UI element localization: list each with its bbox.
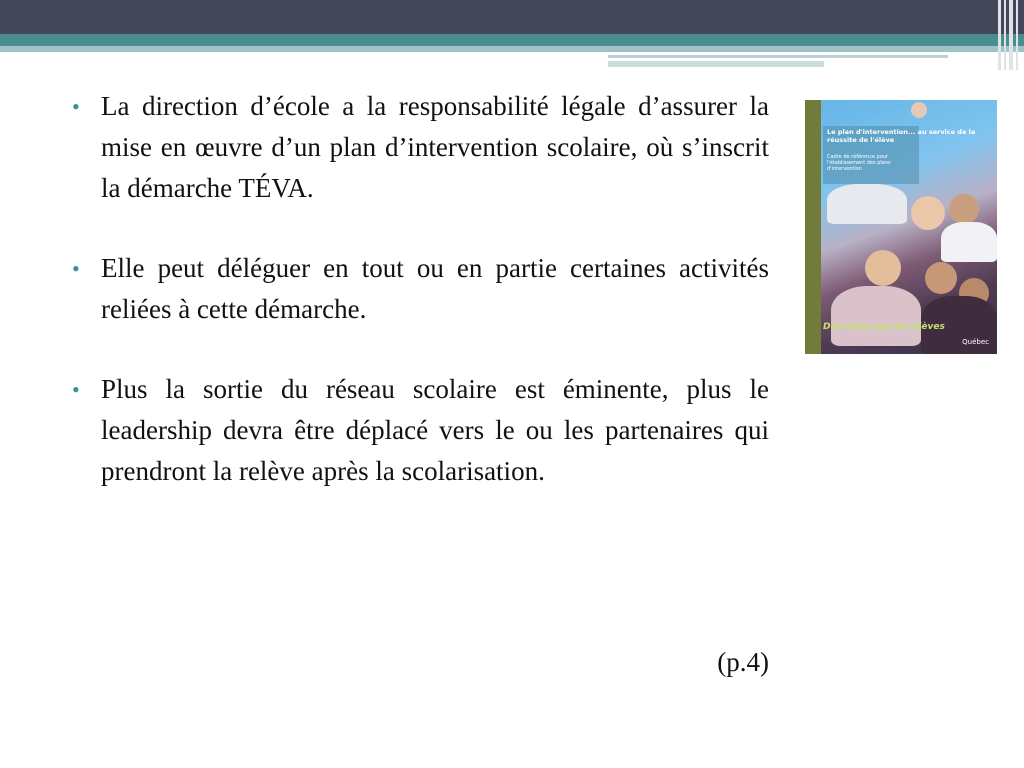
person-head-icon <box>911 196 945 230</box>
header-band-teal <box>0 34 1024 46</box>
cover-title: Le plan d'intervention... au service de la réussite de l'élève <box>827 128 976 144</box>
cover-subtitle: Cadre de référence pour l'établissement des plans d'intervention <box>827 154 891 172</box>
person-body <box>941 222 997 262</box>
cover-slogan: Décroche pas les élèves <box>823 322 945 332</box>
bullet-text: Elle peut déléguer en tout ou en partie certaines activités reliées à cette démarche. <box>101 253 769 324</box>
page-reference: (p.4) <box>717 647 769 677</box>
header-band-light <box>0 46 1024 52</box>
header-vertical-lines <box>994 0 1024 70</box>
cover-side-strip <box>805 100 821 354</box>
quebec-logo: Québec <box>962 338 989 346</box>
person-body <box>827 184 907 224</box>
bullet-item <box>72 369 769 492</box>
person-body <box>831 286 921 346</box>
header-band-dark <box>0 0 1024 34</box>
person-head-icon <box>865 250 901 286</box>
bullet-dot: • <box>72 94 80 119</box>
bullet-text: Plus la sortie du réseau scolaire est éminente, plus le leadership devra être déplacé vers le ou les partenaires qui prendront la relève après la scolarisation. <box>101 374 769 486</box>
bullet-item <box>72 248 769 330</box>
header-stripe <box>608 55 948 58</box>
bullet-text: La direction d’école a la responsabilité légale d’assurer la mise en œuvre d’un plan d’intervention scolaire, où s’inscrit la démarche TÉVA. <box>101 91 769 203</box>
bullet-item <box>72 86 769 209</box>
bullet-dot: • <box>72 377 80 402</box>
person-head-icon <box>911 102 927 118</box>
person-head-icon <box>949 194 979 224</box>
person-head-icon <box>925 262 957 294</box>
slide-body <box>72 86 769 531</box>
bullet-dot: • <box>72 256 80 281</box>
document-cover-image <box>805 100 997 354</box>
header-stripe <box>608 61 824 67</box>
